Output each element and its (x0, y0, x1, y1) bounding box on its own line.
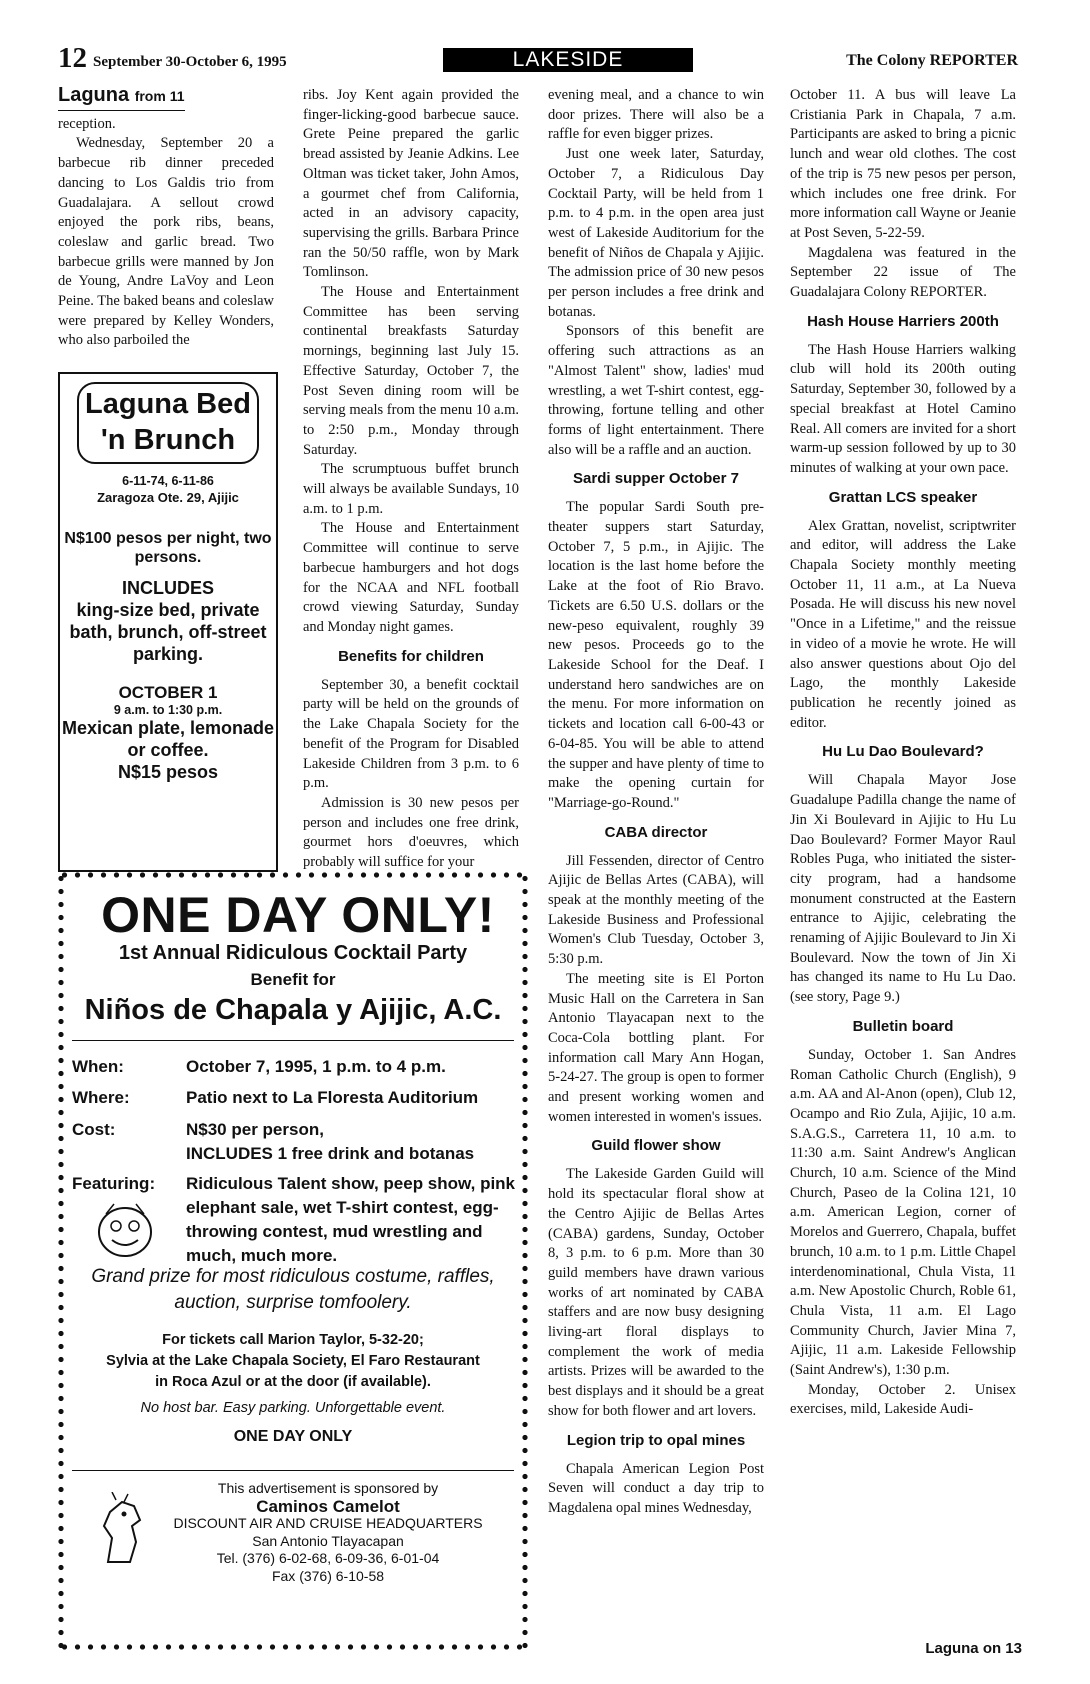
article-paragraph: The popular Sardi South pre-theater suppers start Saturday, October 7, 5 p.m., in Ajijic. The location is the last home before the Lake at the foot of Rio Bravo. Tickets are 6.50 U.S. dollars or the new-peso equivalent, roughly 39 new pesos. Proceeds go to the Lakeside School for the Deaf. I understand hero sandwiches are on the menu. For more information on tickets and location call 6-00-43 or 6-04-85. You will be able to attend the supper and have plenty of time to make the opening curtain for "Marriage-go-Round." (548, 499, 764, 811)
article-paragraph: reception. (58, 115, 116, 132)
bed-n-brunch-ad (58, 372, 278, 872)
publication-name: The Colony REPORTER (846, 52, 1018, 69)
ad-divider (72, 1040, 514, 1041)
article-paragraph: evening meal, and a chance to win door prizes. There will also be a raffle for even bigger prizes. (548, 87, 764, 143)
column-4 (790, 86, 1016, 1420)
ad-tickets (72, 1330, 514, 1393)
ad-benefit-for: Benefit for (250, 970, 336, 989)
dotted-border-top (58, 872, 528, 878)
article-paragraph: Jill Fessenden, director of Centro Ajijic de Bellas Artes (CABA), will speak at the monthly meeting of the Lakeside Business and Professional Women's Club Tuesday, October 3, 5:30 p.m. (548, 852, 764, 968)
ad-divider (72, 1470, 514, 1471)
subhead-legion: Legion trip to opal mines (566, 1431, 746, 1449)
column-2 (303, 86, 519, 873)
article-paragraph: The House and Entertainment Committee has been serving continental breakfasts Saturday mornings, beginning last July 15. Effective Saturday, October 7, the Post Seven dining room will be serving meals from the menu 10 a.m. to 2:50 p.m., Monday through Saturday. (303, 284, 519, 458)
section-banner: LAKESIDE (443, 48, 693, 72)
jump-heading (58, 86, 185, 111)
subhead-grattan: Grattan LCS speaker (828, 488, 978, 506)
sponsor-name: Caminos Camelot (256, 1496, 400, 1516)
bnb-includes: king-size bed, private bath, brunch, off-street parking. (69, 600, 267, 664)
one-day-only-ad (58, 872, 528, 1650)
dotted-border-left (58, 872, 64, 1650)
article-paragraph: Admission is 30 new pesos per person and includes one free drink, gourmet hors d'oeuvres, which probably will suffice for your (303, 794, 519, 871)
sponsor-fax: Fax (376) 6-10-58 (271, 1567, 385, 1584)
tickets-line-2: Sylvia at the Lake Chapala Society, El Faro Restaurant (106, 1353, 480, 1369)
bnb-includes-label: INCLUDES (121, 578, 214, 598)
article-paragraph: September 30, a benefit cocktail party will be held on the grounds of the Lake Chapala Society for the benefit of the Program for Disabled Lakeside Children from 3 p.m. to 6 p.m. (303, 676, 519, 792)
dotted-border-bottom (58, 1644, 528, 1650)
article-paragraph: Chapala American Legion Post Seven will conduct a day trip to Magdalena opal mines Wednesday, (548, 1460, 764, 1516)
subhead-guild: Guild flower show (591, 1137, 721, 1155)
ad-grand-prize: Grand prize for most ridiculous costume, raffles, auction, surprise tomfoolery. (91, 1266, 495, 1313)
ad-beneficiary: Niños de Chapala y Ajijic, A.C. (84, 994, 502, 1026)
subhead-hash: Hash House Harriers 200th (807, 312, 999, 330)
ad-event-name: 1st Annual Ridiculous Cocktail Party (118, 942, 468, 964)
bnb-price: N$100 pesos per night, two persons. (64, 530, 272, 566)
featuring-value: Ridiculous Talent show, peep show, pink elephant sale, wet T-shirt contest, egg-throwing contest, mud wrestling and much, much more. (186, 1174, 516, 1265)
jump-continued: Laguna on 13 (925, 1640, 1022, 1657)
article-paragraph: October 11. A bus will leave La Cristiania Park in Chapala, 7 a.m. Participants are asked to bring a picnic lunch and wear old clothes. The cost of the trip is 75 new pesos per person, which includes one free drink. For more information call Wayne or Jeanie at Post Seven, 5-22-59. (790, 87, 1016, 241)
subhead-benefits: Benefits for children (338, 647, 484, 665)
article-paragraph: The scrumptuous buffet brunch will always be available Sundays, 10 a.m. to 1 p.m. (303, 461, 519, 517)
article-paragraph: Monday, October 2. Unisex exercises, mild, Lakeside Audi- (790, 1381, 1016, 1418)
article-paragraph: The meeting site is El Porton Music Hall on the Carretera in San Antonio Tlayacapan next to the Coca-Cola bottling plant. For information call Mary Ann Hogan, 5-24-27. The group is open to former and present working women and women interested in women's issues. (548, 970, 764, 1125)
where-value: Patio next to La Floresta Auditorium (186, 1088, 479, 1107)
cost-label: Cost: (72, 1120, 116, 1139)
bnb-menu-price: N$15 pesos (117, 762, 219, 782)
bnb-title: Laguna Bed 'n Brunch (77, 382, 259, 464)
when-value: October 7, 1995, 1 p.m. to 4 p.m. (186, 1057, 446, 1076)
article-paragraph: The House and Entertainment Committee will continue to serve barbecue hamburgers and hot dogs for the NCAA and NFL football crowd viewing Saturday, Sunday and Monday night games. (303, 520, 519, 635)
bnb-menu: Mexican plate, lemonade or coffee. (61, 718, 275, 760)
sponsor-intro: This advertisement is sponsored by (217, 1480, 439, 1496)
sponsor-block (158, 1480, 498, 1585)
article-paragraph: The Lakeside Garden Guild will hold its spectacular floral show at the Centro Ajijic de Bellas Artes (CABA) gardens, Sunday, October 8, 3 p.m. to 6 p.m. More than 30 guild members have drawn various works of art nominated by CABA staffers and are now busy designing living-art floral displays to complement the work of media artists. Prizes will be awarded to the best displays and it should be a great show for both flower and art lovers. (548, 1166, 764, 1419)
article-paragraph: Sponsors of this benefit are offering such attractions as an "Almost Talent" show, ladies' mud wrestling, a wet T-shirt contest, egg-throwing, fortune telling and other forms of light entertainment. There also will be a raffle and an auction. (548, 323, 764, 458)
bnb-address: Zaragoza Ote. 29, Ajijic (97, 490, 239, 505)
cost-includes: INCLUDES 1 free drink and botanas (186, 1144, 475, 1163)
article-paragraph: Alex Grattan, novelist, scriptwriter and editor, will address the Lake Chapala Society monthly meeting October 11, 11 a.m., at La Nueva Posada. He will discuss his new novel "Once in a Lifetime," and the reissue in video of a movie he wrote. He will also answer questions about Ojo del Lago, the monthly Lakeside publication he recently joined as editor. (790, 517, 1016, 731)
bnb-date: OCTOBER 1 (118, 683, 218, 702)
article-paragraph: ribs. Joy Kent again provided the finger-licking-good barbecue sauce. Grete Peine prepared the garlic bread assisted by Jeanie Adkins. Lee Oltman was ticket taker, John Amos, a gourmet chef from California, acted in an advisory capacity, supervising the grills. Barbara Prince ran the 50/50 raffle, won by Mark Tomlinson. (303, 87, 519, 281)
bnb-phone: 6-11-74, 6-11-86 (122, 474, 214, 488)
featuring-label: Featuring: (72, 1174, 156, 1193)
knight-horse-logo-icon (94, 1492, 150, 1568)
column-3 (548, 86, 764, 1519)
subhead-bulletin: Bulletin board (852, 1017, 954, 1035)
sponsor-tagline: DISCOUNT AIR AND CRUISE HEADQUARTERS (173, 1515, 483, 1531)
subhead-caba: CABA director (604, 823, 708, 841)
article-paragraph: Sunday, October 1. San Andres Roman Catholic Church (English), 9 a.m. AA and Al-Anon (open), Club 12, Ocampo and Rio Zula, Ajijic, 10 a.m. S.A.G.S., Carretera 11, 10 a.m. to 11:30 a.m. Saint Andrew's Anglican Church, 10 a.m. Science of the Mind Church, Paseo de la Colina 121, 10 a.m. American Legion, corner of Morelos and Guerrero, Chapala, buffet brunch, 10 a.m. to 1 p.m. Little Chapel interdenominational, Chula Vista, 11 a.m. New Apostolic Church, Roble 61, Chula Vista, 11 a.m. El Lago Community Church, Javier Mina 7, Ajijic, 11 a.m. Lakeside Fellowship (Saint Andrew's), 1:30 p.m. (790, 1046, 1016, 1379)
sponsor-phone: Tel. (376) 6-02-68, 6-09-36, 6-01-04 (216, 1550, 440, 1566)
article-paragraph: Just one week later, Saturday, October 7, a Ridiculous Day Cocktail Party, will be held from 1 p.m. to 4 p.m. in the open area just west of Lakeside Auditorium for the benefit of Niños de Chapala y Ajijic. The admission price of 30 new pesos per person includes a free drink and botanas. (548, 146, 764, 320)
subhead-sardi: Sardi supper October 7 (573, 470, 739, 488)
article-paragraph: Wednesday, September 20 a barbecue rib dinner preceded dancing to Los Galdis trio from Guadalajara. A sellout crowd enjoyed the pork ribs, beans, coleslaw and garlic bread. Two barbecue grills were manned by Jon de Young, Andre LaVoy and Leon Peine. The baked beans and coleslaw were prepared by Kelley Wonders, who also parboiled the (58, 135, 274, 349)
where-label: Where: (72, 1088, 130, 1107)
page-header (58, 42, 1018, 74)
ad-no-host: No host bar. Easy parking. Unforgettable event. (140, 1400, 446, 1416)
cost-value: N$30 per person, (186, 1120, 324, 1139)
jump-from: from 11 (134, 88, 185, 104)
subhead-hulu: Hu Lu Dao Boulevard? (822, 743, 984, 761)
dotted-border-right (522, 872, 528, 1650)
jump-title: Laguna (58, 84, 130, 106)
column-1 (58, 86, 274, 351)
sponsor-location: San Antonio Tlayacapan (252, 1532, 404, 1549)
ad-headline: ONE DAY ONLY! (101, 887, 495, 943)
bnb-time: 9 a.m. to 1:30 p.m. (113, 703, 223, 717)
when-label: When: (72, 1057, 124, 1076)
issue-date: September 30-October 6, 1995 (93, 54, 287, 70)
article-paragraph: The Hash House Harriers walking club will hold its 200th outing Saturday, September 30, followed by a special breakfast at Hotel Camino Real. All comers are invited for a short warm-up session followed by up to 30 minutes of walking at your own pace. (790, 341, 1016, 476)
tickets-line-3: in Roca Azul or at the door (if available). (155, 1374, 431, 1390)
article-paragraph: Magdalena was featured in the September 22 issue of The Guadalajara Colony REPORTER. (790, 244, 1016, 301)
article-paragraph: Will Chapala Mayor Jose Guadalupe Padilla change the name of Jin Xi Boulevard in Ajijic to Hu Lu Dao Boulevard? Former Mayor Raul Robles Puga, who initiated the sister-city program, had a handsome monument constructed at the Eastern entrance to Ajijic, celebrating the renaming of Ajijic Boulevard to Jin Xi Boulevard. Now the town of Jin Xi has changed its name to Hu Lu Dao. (see story, Page 9.) (790, 772, 1016, 1006)
ad-one-day-only: ONE DAY ONLY (233, 1428, 353, 1445)
tickets-line-1: For tickets call Marion Taylor, 5-32-20; (162, 1332, 424, 1348)
clown-face-icon (92, 1200, 158, 1262)
page-number: 12 (58, 42, 87, 74)
